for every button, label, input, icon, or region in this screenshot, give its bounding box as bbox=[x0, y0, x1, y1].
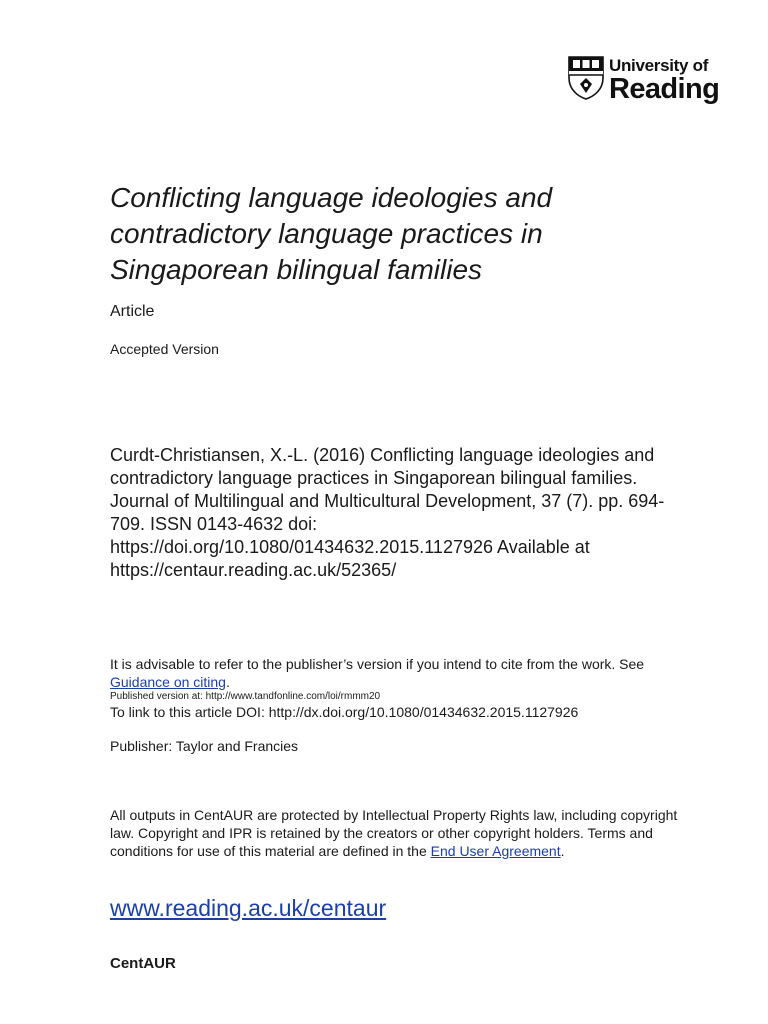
document-title: Conflicting language ideologies and contradictory language practices in Singaporean bilingual families bbox=[110, 182, 553, 285]
university-logo bbox=[568, 56, 719, 104]
rights-statement bbox=[110, 806, 700, 860]
logo-line-university: University of bbox=[609, 56, 709, 75]
document-type: Article bbox=[110, 303, 155, 320]
citation-text: Curdt-Christiansen, X.-L. (2016) Conflicting language ideologies and contradictory language practices in Singaporean bilingual families. Journal of Multilingual and Multicultural Development, 37 (7). pp. 694-709. ISSN 0143-4632 doi: https://doi.org/10.1080/01434632.2015.1127926 Available at https://centaur.reading.ac.uk/52365/ bbox=[110, 445, 665, 580]
advice-text-before: It is advisable to refer to the publisher’s version if you intend to cite from the work. See bbox=[110, 656, 645, 672]
guidance-on-citing-link[interactable]: Guidance on citing bbox=[110, 674, 226, 690]
citation-advice bbox=[110, 655, 700, 721]
centaur-site-link[interactable]: www.reading.ac.uk/centaur bbox=[110, 895, 387, 921]
university-crest-icon bbox=[568, 56, 604, 100]
end-user-agreement-link[interactable]: End User Agreement bbox=[430, 843, 561, 859]
logo-wordmark bbox=[609, 56, 719, 104]
repository-name: CentAUR bbox=[110, 955, 176, 972]
publisher-line: Publisher: Taylor and Francies bbox=[110, 738, 299, 754]
document-version: Accepted Version bbox=[110, 341, 219, 357]
logo-line-reading: Reading bbox=[609, 73, 720, 105]
rights-text-before: All outputs in CentAUR are protected by Intellectual Property Rights law, including copyright law. Copyright and IPR is retained by the creators or other copyright holders. Terms and conditions for use of this material are defined in the bbox=[110, 807, 678, 859]
article-doi-line: To link to this article DOI: http://dx.doi.org/10.1080/01434632.2015.1127926 bbox=[110, 704, 579, 720]
rights-text-after: . bbox=[560, 843, 565, 859]
published-version-note: Published version at: http://www.tandfonline.com/loi/rmmm20 bbox=[110, 691, 381, 702]
advice-text-after: . bbox=[225, 674, 230, 690]
